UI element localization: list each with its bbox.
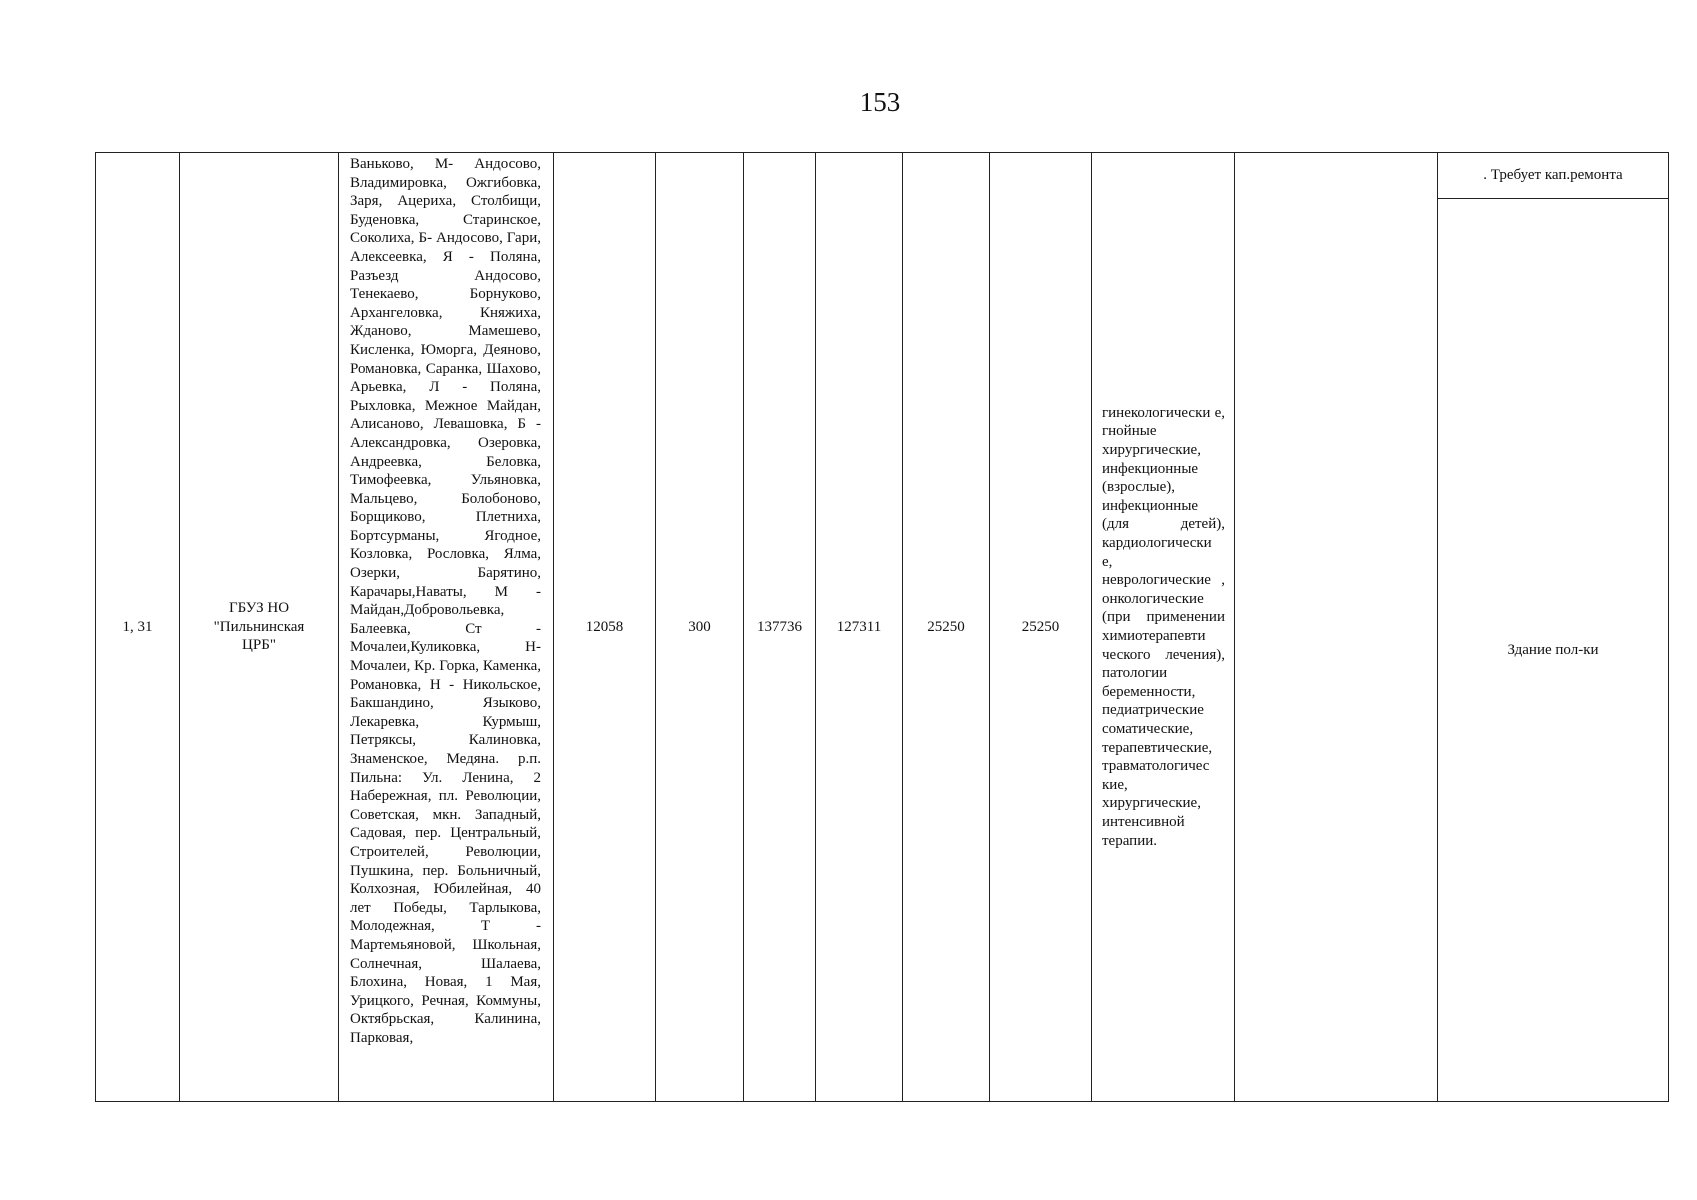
value-cell-1: 12058 — [554, 153, 656, 1102]
institution-name-cell — [180, 153, 339, 1102]
status-cell: . Требует кап.ремонта — [1438, 153, 1669, 199]
table-row — [96, 153, 1669, 199]
value-cell-5: 25250 — [903, 153, 990, 1102]
value-cell-4: 127311 — [816, 153, 903, 1102]
bed-profiles-cell: гинекологически е, гнойные хирургические, инфекционные (взрослые), инфекционные (для детей), кардиологически е, неврологические , онкологические (при применении химиотерапевти ческого лечения), патологии беременности, педиатрические соматические, терапевтические, травматологичес кие, хирургические, интенсивной терапии. — [1092, 153, 1235, 1102]
facilities-table — [95, 152, 1669, 1102]
institution-name: ГБУЗ НО "Пильнинская ЦРБ" — [213, 600, 305, 654]
value-cell-2: 300 — [656, 153, 744, 1102]
page-number: 153 — [859, 87, 901, 117]
value-cell-3: 137736 — [744, 153, 816, 1102]
building-cell: Здание пол-ки — [1438, 199, 1669, 1102]
localities-text: Ваньково, М- Андосово, Владимировка, Ожгибовка, Заря, Ацериха, Столбищи, Буденовка, Старинское, Соколиха, Б- Андосово, Гари, Алексеевка, Я - Поляна, Разъезд Андосово, Тенекаево, Борнуково, Архангеловка, Княжиха, Жданово, Мамешево, Кисленка, Юморга, Деяново, Романовка, Саранка, Шахово, Арьевка, Л - Поляна, Рыхловка, Межное Майдан, Алисаново, Левашовка, Б - Александровка, Озеровка, Андреевка, Беловка, Тимофеевка, Ульяновка, Мальцево, Болобоново, Борщиково, Плетниха, Бортсурманы, Ягодное, Козловка, Рословка, Ялма, Озерки, Барятино, Карачары,Наваты, М - Майдан,Добровольевка, Балеевка, Ст - Мочалеи,Куликовка, Н- Мочалеи, Кр. Горка, Каменка, Романовка, Н - Никольское, Бакшандино, Языково, Лекаревка, Курмыш, Петряксы, Калиновка, Знаменское, Медяна. р.п. Пильна: Ул. Ленина, 2 Набережная, пл. Революции, Советская, мкн. Западный, Садовая, пер. Центральный, Строителей, Революции, Пушкина, пер. Больничный, Колхозная, Юбилейная, 40 лет Победы, Тарлыкова, Молодежная, Т - Мартемьяновой, Школьная, Солнечная, Шалаева, Блохина, Новая, 1 Мая, Урицкого, Речная, Коммуны, Октябрьская, Калинина, Парковая, — [350, 156, 541, 1046]
row-index-cell: 1, 31 — [96, 153, 180, 1102]
value-cell-6: 25250 — [990, 153, 1092, 1102]
empty-cell — [1235, 153, 1438, 1102]
localities-cell — [339, 153, 554, 1102]
